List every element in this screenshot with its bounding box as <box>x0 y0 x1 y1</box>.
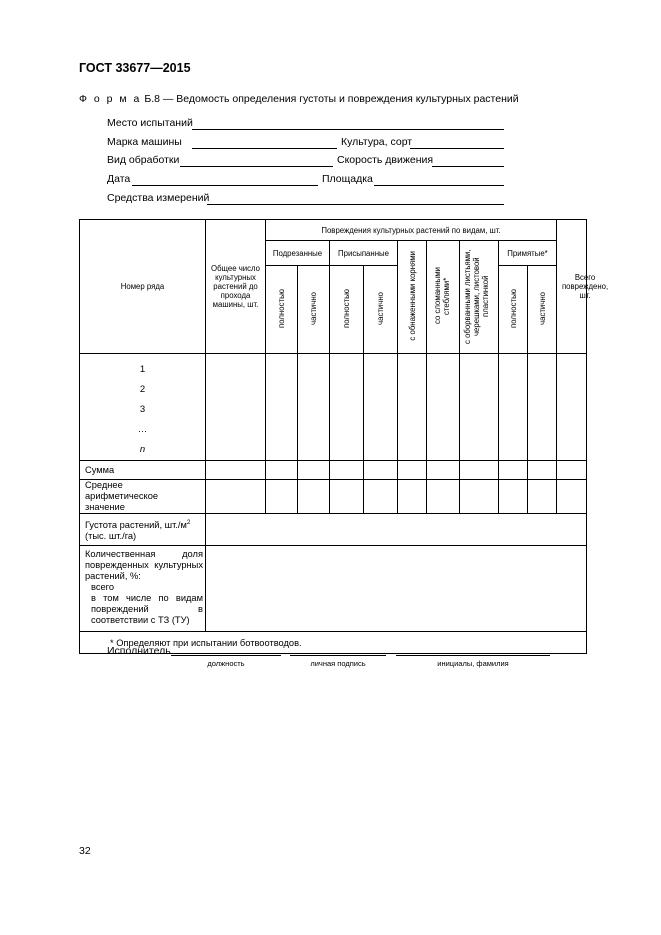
cell[interactable] <box>330 480 364 514</box>
cell[interactable] <box>557 480 587 514</box>
cell[interactable] <box>427 461 460 480</box>
field-date-input[interactable] <box>132 185 318 186</box>
header-total-plants: Общее число культурных растений до прохода машины, шт. <box>206 220 266 354</box>
cell[interactable] <box>427 354 460 461</box>
cell[interactable] <box>528 354 557 461</box>
form-number: Б.8 <box>144 93 160 105</box>
header-total-damaged: Всего повреждено, шт. <box>557 220 587 354</box>
row-mean-label: Среднее арифметическое значение <box>80 480 206 514</box>
field-treatment-label: Вид обработки <box>107 154 180 166</box>
cell[interactable] <box>298 354 330 461</box>
row-density-label: Густота растений, $шт./м^2$ (тыс. шт./га) <box>80 514 206 546</box>
cell[interactable] <box>206 480 266 514</box>
row-number: n <box>139 444 146 455</box>
field-test-place-label: Место испытаний <box>107 117 193 129</box>
cell[interactable] <box>398 354 427 461</box>
cell[interactable] <box>266 354 298 461</box>
field-plot-label: Площадка <box>322 173 373 185</box>
cell[interactable] <box>266 480 298 514</box>
row-number: 2 <box>139 384 146 395</box>
field-machine-brand-input[interactable] <box>192 148 337 149</box>
form-label: Ф о р м а <box>79 93 142 105</box>
cell[interactable] <box>528 480 557 514</box>
performer-label: Исполнитель <box>107 645 171 657</box>
header-torn-leaves: с оборванными листьями, черешками, листовой пластинкой <box>460 241 499 354</box>
cell[interactable] <box>460 461 499 480</box>
damage-table <box>79 219 609 654</box>
cell[interactable] <box>364 354 398 461</box>
field-date-label: Дата <box>107 173 131 185</box>
field-tools-label: Средства измерений <box>107 192 210 204</box>
cell[interactable] <box>427 480 460 514</box>
row-number: … <box>137 424 148 435</box>
cell[interactable] <box>206 354 266 461</box>
field-machine-brand-label: Марка машины <box>107 136 182 148</box>
cell[interactable] <box>557 354 587 461</box>
header-covered: Присыпанные <box>330 241 398 266</box>
field-crop-variety-input[interactable] <box>410 148 504 149</box>
cell[interactable] <box>557 461 587 480</box>
header-cut: Подрезанные <box>266 241 330 266</box>
field-tools-input[interactable] <box>207 204 504 205</box>
header-exposed-roots: с обнаженными корнями <box>398 241 427 354</box>
cell[interactable] <box>398 461 427 480</box>
cell[interactable] <box>499 354 528 461</box>
cell[interactable] <box>398 480 427 514</box>
position-input[interactable] <box>171 655 281 656</box>
cell[interactable] <box>364 461 398 480</box>
signature-caption: личная подпись <box>310 659 366 668</box>
header-broken-stems: со сломанными стеблями* <box>427 241 460 354</box>
field-speed-input[interactable] <box>432 166 504 167</box>
density-value[interactable] <box>206 514 587 546</box>
cell[interactable] <box>206 461 266 480</box>
cell[interactable] <box>298 480 330 514</box>
footnote: * Определяют при испытании ботвоотводов. <box>80 632 587 654</box>
cell[interactable] <box>499 461 528 480</box>
header-covered-partial: частично <box>364 266 398 354</box>
field-test-place-input[interactable] <box>192 129 504 130</box>
header-cut-full: полностью <box>266 266 298 354</box>
header-crushed: Примятые* <box>499 241 557 266</box>
cell[interactable] <box>330 354 364 461</box>
cell[interactable] <box>298 461 330 480</box>
cell[interactable] <box>364 480 398 514</box>
initials-input[interactable] <box>396 655 550 656</box>
cell[interactable] <box>499 480 528 514</box>
field-treatment-input[interactable] <box>180 166 333 167</box>
header-crushed-partial: частично <box>528 266 557 354</box>
share-value[interactable] <box>206 546 587 632</box>
page-number: 32 <box>79 845 91 857</box>
row-numbers <box>80 354 206 461</box>
form-title <box>79 93 519 105</box>
header-covered-full: полностью <box>330 266 364 354</box>
cell[interactable] <box>266 461 298 480</box>
initials-caption: инициалы, фамилия <box>437 659 509 668</box>
cell[interactable] <box>460 354 499 461</box>
row-sum-label: Сумма <box>80 461 206 480</box>
standard-header: ГОСТ 33677—2015 <box>79 61 191 75</box>
field-plot-input[interactable] <box>374 185 504 186</box>
row-number: 3 <box>139 404 146 415</box>
cell[interactable] <box>330 461 364 480</box>
form-name: — Ведомость определения густоты и повреждения культурных растений <box>162 93 519 105</box>
field-crop-variety-label: Культура, сорт <box>341 136 413 148</box>
cell[interactable] <box>460 480 499 514</box>
header-row-number: Номер ряда <box>80 220 206 354</box>
cell[interactable] <box>528 461 557 480</box>
signature-input[interactable] <box>290 655 386 656</box>
position-caption: должность <box>207 659 245 668</box>
field-speed-label: Скорость движения <box>337 154 434 166</box>
header-damage-group: Повреждения культурных растений по видам, шт. <box>266 220 557 241</box>
row-number: 1 <box>139 364 146 375</box>
header-crushed-full: полностью <box>499 266 528 354</box>
row-share-label: Количественная доля поврежденных культурных растений, %: всего в том числе по видам повреждений в соответствии с ТЗ (ТУ) <box>80 546 206 632</box>
header-cut-partial: частично <box>298 266 330 354</box>
